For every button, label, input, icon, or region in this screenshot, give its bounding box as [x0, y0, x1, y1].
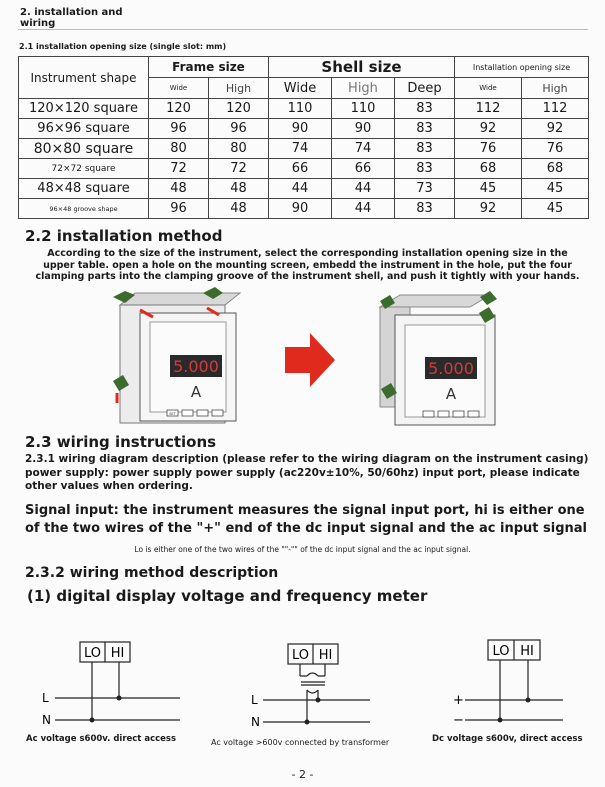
set-button-label: SET [169, 412, 176, 416]
table-cell: 48 [209, 179, 269, 199]
display-readout: 5.000 [173, 357, 219, 376]
table-cell: 92 [455, 199, 522, 219]
table-cell: 74 [332, 139, 395, 159]
table-row [19, 119, 589, 139]
meter-after [380, 291, 497, 425]
subheader-shell-high: High [332, 78, 395, 99]
wiring-text: 2.3.1 wiring diagram description (please refer to the wiring diagram on the instrument casing) power supply: power supply power supply (ac220v±10%, 50/60hz) input port, please indicate other values when ordering. [25, 453, 589, 492]
table-cell: 72×72 square [19, 159, 149, 179]
diagram-caption-1: Ac voltage s600v. direct access [26, 734, 177, 744]
table-cell: 44 [332, 179, 395, 199]
page-number: - 2 - [291, 768, 314, 781]
table-row [19, 139, 589, 159]
table-cell: 120 [149, 99, 209, 119]
display-unit: A [445, 385, 457, 403]
table-cell: 120×120 square [19, 99, 149, 119]
table-cell: 110 [332, 99, 395, 119]
subheader-shell-deep: Deep [395, 78, 455, 99]
plus-label: + [453, 693, 464, 708]
header-opening-size: Installation opening size [455, 57, 589, 78]
table-cell: 96 [149, 119, 209, 139]
display-readout: 5.000 [428, 359, 474, 378]
install-text: According to the size of the instrument, select the corresponding installation opening size in the upper table. open a hole on the mounting screen, embedd the instrument in the hole, put the four clamping parts into the clamping groove of the instrument shell, and push it tightly with your hands. [35, 248, 580, 282]
table-cell: 120 [209, 99, 269, 119]
table-cell: 83 [395, 119, 455, 139]
table-cell: 73 [395, 179, 455, 199]
diagram-caption-3: Dc voltage s600v, direct access [432, 734, 583, 744]
subheader-opening-high: High [522, 78, 589, 99]
table-cell: 92 [455, 119, 522, 139]
table-cell: 44 [269, 179, 332, 199]
subheader-shell-wide: Wide [269, 78, 332, 99]
table-cell: 48 [209, 199, 269, 219]
table-cell: 66 [269, 159, 332, 179]
clamp-icon [480, 291, 497, 305]
minus-label: − [453, 713, 464, 728]
line-l-label: L [42, 691, 49, 705]
header-instrument-shape: Instrument shape [19, 57, 149, 99]
line-n-label: N [42, 713, 51, 727]
table-cell: 96 [209, 119, 269, 139]
big-red-arrow-icon [285, 333, 335, 387]
table-cell: 96×48 groove shape [19, 199, 149, 219]
lo-terminal-label: LO [291, 648, 310, 663]
table-cell: 90 [332, 119, 395, 139]
lo-terminal-label: LO [83, 646, 102, 661]
install-heading: 2.2 installation method [25, 227, 223, 245]
section-title: 2. installation and wiring [20, 7, 123, 29]
signal-input-text: Signal input: the instrument measures the signal input port, hi is either one of the two wires of the "+" end of the dc input signal and the ac input signal [25, 503, 588, 536]
table-cell: 76 [522, 139, 589, 159]
table-cell: 45 [522, 179, 589, 199]
table-cell: 92 [522, 119, 589, 139]
table-cell: 45 [522, 199, 589, 219]
meter-before [113, 287, 240, 423]
table-cell: 90 [269, 199, 332, 219]
subheader-opening-wide: Wide [455, 78, 522, 99]
lo-terminal-label: LO [492, 644, 510, 659]
table-cell: 72 [149, 159, 209, 179]
table-row [19, 179, 589, 199]
table-cell: 68 [455, 159, 522, 179]
table-cell: 112 [455, 99, 522, 119]
table-cell: 96×96 square [19, 119, 149, 139]
table-cell: 48 [149, 179, 209, 199]
lo-note: Lo is either one of the two wires of the ""-"" of the dc input signal and the ac input signal. [134, 545, 471, 554]
display-unit: A [190, 383, 202, 401]
line-n-label: N [251, 715, 260, 729]
table-cell: 80 [209, 139, 269, 159]
hi-terminal-label: HI [520, 644, 534, 659]
table-cell: 83 [395, 199, 455, 219]
transformer-coil-icon [307, 673, 318, 676]
wiring-diagram-ac-direct [35, 638, 185, 730]
table-cell: 83 [395, 159, 455, 179]
wiring-heading: 2.3 wiring instructions [25, 433, 217, 451]
table-caption: 2.1 installation opening size (single slot: mm) [19, 42, 227, 51]
table-row [19, 99, 589, 119]
table-cell: 96 [149, 199, 209, 219]
table-cell: 74 [269, 139, 332, 159]
table-cell: 44 [332, 199, 395, 219]
line-l-label: L [251, 693, 258, 707]
hi-terminal-label: HI [318, 648, 333, 663]
table-cell: 110 [269, 99, 332, 119]
table-cell: 80 [149, 139, 209, 159]
diagram-caption-2: Ac voltage >600v connected by transformer [211, 738, 390, 747]
table-cell: 72 [209, 159, 269, 179]
table-cell: 76 [455, 139, 522, 159]
table-cell: 45 [455, 179, 522, 199]
wiring-method-heading: 2.3.2 wiring method description [25, 565, 279, 581]
meter-heading: (1) digital display voltage and frequency meter [27, 587, 428, 605]
header-frame-size: Frame size [149, 57, 269, 78]
hi-terminal-label: HI [110, 646, 125, 661]
table-cell: 112 [522, 99, 589, 119]
table-row [19, 199, 589, 219]
header-shell-size: Shell size [269, 57, 455, 78]
table-cell: 80×80 square [19, 139, 149, 159]
table-row [19, 159, 589, 179]
table-cell: 83 [395, 139, 455, 159]
transformer-coil-icon [307, 690, 318, 693]
wiring-diagram-ac-transformer [245, 638, 375, 730]
subheader-frame-high: High [209, 78, 269, 99]
installation-size-table [18, 56, 589, 219]
section-divider [18, 29, 588, 30]
table-cell: 90 [269, 119, 332, 139]
subheader-frame-wide: Wide [149, 78, 209, 99]
installation-illustration [95, 285, 510, 433]
wiring-diagram-dc-direct [445, 636, 595, 728]
table-cell: 48×48 square [19, 179, 149, 199]
table-cell: 68 [522, 159, 589, 179]
table-cell: 83 [395, 99, 455, 119]
table-cell: 66 [332, 159, 395, 179]
